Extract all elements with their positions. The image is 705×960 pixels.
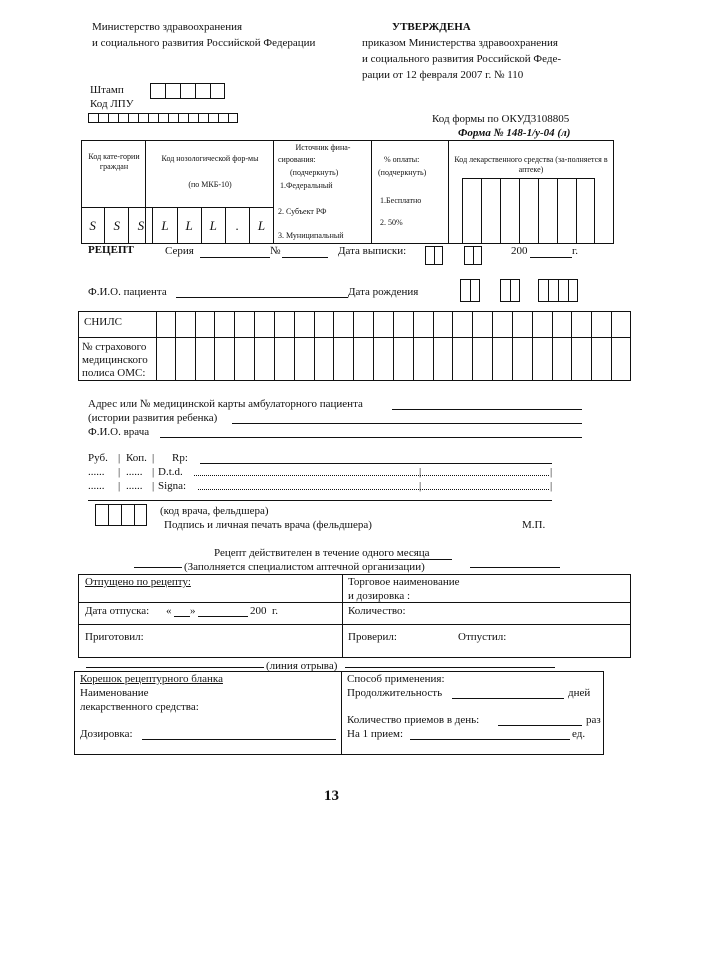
kop-header: Коп. [126, 452, 147, 464]
stamp-place: М.П. [522, 519, 546, 531]
stub-count-label: Количество приемов в день: [347, 714, 480, 726]
code-cell[interactable]: S [81, 207, 105, 244]
released-label: Отпустил: [458, 631, 507, 643]
stub-dose-field[interactable] [142, 739, 336, 740]
col-payment-header: % оплаты: [384, 155, 420, 164]
finance-option-1[interactable]: 1.Федеральный [280, 181, 333, 190]
stub-duration-field[interactable] [452, 698, 564, 699]
snils-label: СНИЛС [84, 316, 123, 328]
doctor-fio-field[interactable] [160, 437, 582, 438]
payment-option-1[interactable]: 1.Бесплатно [380, 196, 422, 205]
dispense-date-label: Дата отпуска: [85, 605, 150, 617]
stub-title: Корешок рецептурного бланка [80, 673, 223, 685]
dispense-month-field[interactable] [198, 616, 248, 617]
quantity-label: Количество: [348, 605, 406, 617]
stub-name-label-1: Наименование [80, 687, 149, 699]
dispense-day-field[interactable] [174, 616, 190, 617]
col-category-header: Код кате-гории граждан [88, 152, 140, 171]
snils-cells[interactable] [156, 311, 631, 337]
stub-name-label-2: лекарственного средства: [80, 701, 199, 713]
doctor-code-label: (код врача, фельдшера) [160, 505, 269, 517]
policy-cells[interactable] [156, 337, 631, 381]
issue-month-boxes[interactable] [464, 246, 482, 265]
col-payment-hint: (подчеркнуть) [378, 168, 427, 177]
code-cell[interactable]: . [226, 207, 250, 244]
policy-label: № страхового медицинского полиса ОМС: [82, 341, 148, 379]
doctor-code-boxes[interactable] [95, 504, 147, 526]
dtd-field[interactable] [194, 475, 549, 476]
stub-duration-label: Продолжительность [347, 687, 443, 699]
number-field[interactable] [282, 257, 328, 258]
kop-dots-2: ...... [126, 480, 143, 492]
lpu-code-label: Код ЛПУ [90, 98, 134, 110]
series-field[interactable] [200, 257, 270, 258]
rp-header: Rp: [172, 452, 188, 464]
code-cell[interactable]: S [129, 207, 153, 244]
payment-option-2[interactable]: 2. 50% [380, 218, 403, 227]
finance-option-3[interactable]: 3. Муниципальный [278, 231, 344, 240]
address-field-2[interactable] [232, 423, 582, 424]
dispense-year: 200 [250, 605, 267, 617]
stub-per-intake-label: На 1 прием: [347, 728, 403, 740]
ministry-line-1: Министерство здравоохранения [92, 21, 243, 33]
patient-fio-field[interactable] [176, 297, 348, 298]
stub-method-label: Способ применения: [347, 673, 445, 685]
ministry-line-2: и социального развития Российской Федерации [92, 37, 316, 49]
year-prefix: 200 [511, 245, 528, 257]
drug-code-cells[interactable] [462, 178, 595, 244]
kop-dots: ...... [126, 466, 143, 478]
code-cell[interactable]: L [257, 218, 266, 233]
col-finance-underline-hint: (подчеркнуть) [290, 168, 339, 177]
okud-code: Код формы по ОКУД3108805 [432, 113, 570, 125]
stub-count-field[interactable] [498, 725, 582, 726]
series-label: Серия [165, 245, 194, 257]
birth-day-boxes[interactable] [460, 279, 480, 302]
order-line-2: и социального развития Российской Феде- [362, 53, 561, 65]
approved-heading: УТВЕРЖДЕНА [392, 21, 471, 33]
birth-month-boxes[interactable] [500, 279, 520, 302]
rub-dots: ...... [88, 466, 105, 478]
dtd-label: D.t.d. [158, 466, 183, 478]
history-label: (истории развития ребенка) [88, 412, 218, 424]
rp-field[interactable] [200, 463, 552, 464]
date-quote-open: « [166, 605, 172, 617]
checked-label: Проверил: [348, 631, 397, 643]
signa-label: Signa: [158, 480, 187, 492]
tear-line-label: (линия отрыва) [266, 660, 338, 672]
number-label: № [270, 245, 281, 257]
stub-times-unit: раз [586, 714, 601, 726]
dispense-year-suffix: г. [272, 605, 279, 617]
prepared-label: Приготовил: [85, 631, 144, 643]
doctor-fio-label: Ф.И.О. врача [88, 426, 150, 438]
stub-days-unit: дней [568, 687, 591, 699]
stub-per-intake-field[interactable] [410, 739, 570, 740]
recipe-label: РЕЦЕПТ [88, 244, 134, 256]
stub-dose-label: Дозировка: [80, 728, 133, 740]
order-line-1: приказом Министерства здравоохранения [362, 37, 558, 49]
stub-unit: ед. [572, 728, 586, 740]
trade-name-label-1: Торговое наименование [348, 576, 460, 588]
issue-day-boxes[interactable] [425, 246, 443, 265]
rub-dots-2: ...... [88, 480, 105, 492]
col-nosology-sub: (по МКБ-10) [188, 180, 232, 189]
birth-date-label: Дата рождения [348, 286, 419, 298]
stamp-label: Штамп [90, 84, 124, 96]
col-finance-sub: сирования: [278, 155, 316, 164]
order-line-3: рации от 12 февраля 2007 г. № 110 [362, 69, 524, 81]
issue-date-label: Дата выписки: [338, 245, 407, 257]
address-field-1[interactable] [392, 409, 582, 410]
code-cell[interactable]: L [202, 207, 226, 244]
year-suffix: г. [572, 245, 579, 257]
pharmacy-fill-note: (Заполняется специалистом аптечной организации) [184, 561, 425, 573]
year-field[interactable] [530, 257, 572, 258]
signature-label: Подпись и личная печать врача (фельдшера) [164, 519, 372, 531]
form-number: Форма № 148-1/у-04 (л) [458, 127, 571, 139]
signa-field[interactable] [198, 489, 549, 490]
col-nosology-header: Код нозологической фор-мы [161, 154, 259, 163]
trade-name-label-2: и дозировка : [348, 590, 411, 602]
birth-year-boxes[interactable] [538, 279, 578, 302]
lpu-code-boxes[interactable] [88, 113, 238, 123]
dispensed-label: Отпущено по рецепту: [85, 576, 191, 588]
col-drug-header: Код лекарственного средства (за-полняется в аптеке) [454, 155, 608, 174]
address-label: Адрес или № медицинской карты амбулаторного пациента [88, 398, 363, 410]
col-finance-header: Источник фина- [295, 143, 351, 152]
rub-header: Руб. [88, 452, 108, 464]
stamp-boxes[interactable] [150, 83, 225, 99]
code-cell[interactable]: L [153, 207, 177, 244]
finance-option-2[interactable]: 2. Субъект РФ [278, 207, 327, 216]
code-cells[interactable] [81, 207, 273, 244]
patient-fio-label: Ф.И.О. пациента [88, 286, 167, 298]
date-quote-close: » [190, 605, 196, 617]
code-cell[interactable]: L [178, 207, 202, 244]
validity-line: Рецепт действителен в течение одного месяца [214, 547, 430, 559]
page-number: 13 [324, 788, 339, 804]
code-cell[interactable]: S [105, 207, 129, 244]
